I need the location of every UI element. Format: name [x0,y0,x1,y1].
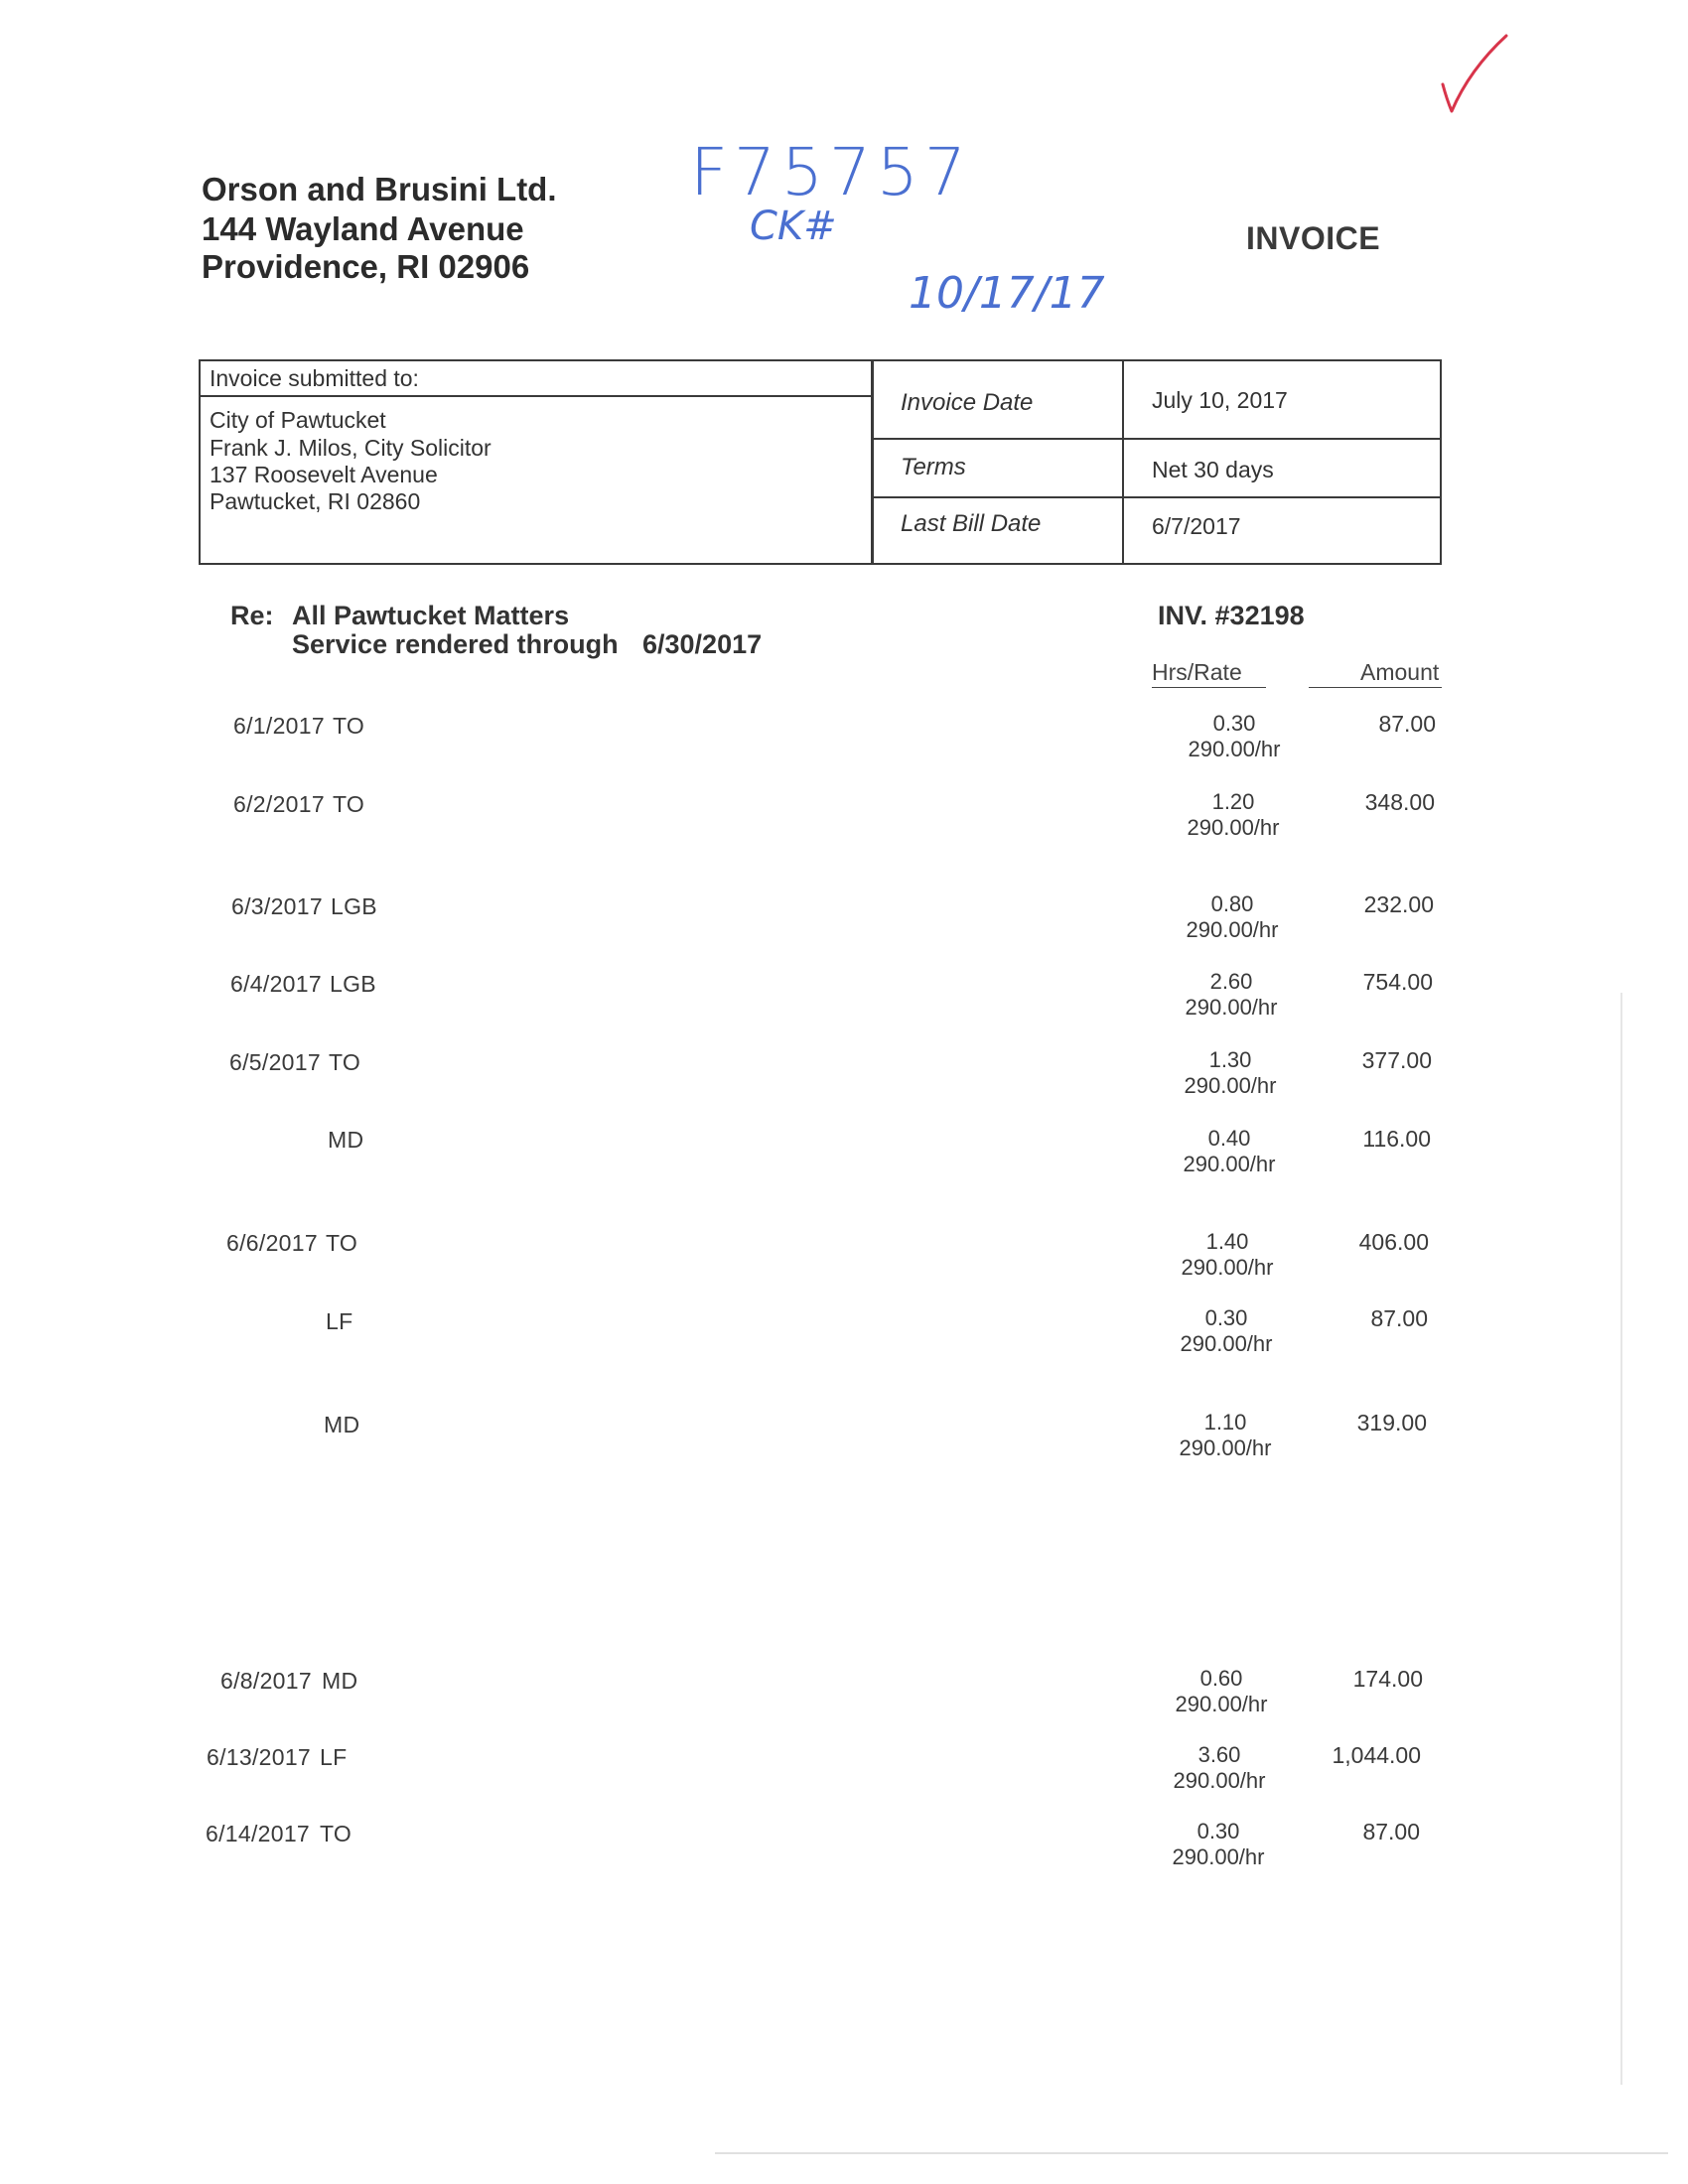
recipient-attention: Frank J. Milos, City Solicitor [210,435,492,461]
entry-amount: 87.00 [1378,711,1436,737]
entry-timekeeper: TO [329,1049,361,1075]
re-matter: All Pawtucket Matters [292,601,570,630]
entry-hours: 3.60 [1197,1742,1241,1767]
entry-rate: 290.00/hr [1185,995,1278,1020]
entry-timekeeper: MD [328,1127,364,1153]
entry-timekeeper: LF [326,1308,353,1334]
re-label: Re: [230,601,274,630]
recipient-city: Pawtucket, RI 02860 [210,488,421,514]
handwritten-ref-number: F75757 [690,134,972,210]
entry-timekeeper: TO [333,713,365,739]
submitted-to-label: Invoice submitted to: [210,365,419,391]
entry-date: 6/6/2017 [226,1230,318,1256]
entry-amount: 1,044.00 [1332,1742,1421,1768]
entry-rate: 290.00/hr [1180,1331,1273,1356]
amount-header-underline [1309,687,1442,688]
entry-hours: 0.80 [1210,891,1254,916]
invoice-number: INV. #32198 [1158,601,1305,630]
entry-timekeeper: LF [320,1744,348,1770]
recipient-street: 137 Roosevelt Avenue [210,462,438,487]
entry-amount: 377.00 [1361,1047,1432,1073]
entry-date: 6/13/2017 [207,1744,312,1770]
hrs-rate-header-underline [1152,687,1266,688]
entry-hours: 0.30 [1212,711,1256,736]
handwritten-date: 10/17/17 [909,268,1105,319]
entry-rate: 290.00/hr [1175,1692,1268,1716]
terms-label: Terms [901,454,966,480]
handwritten-check-label: CK# [750,204,837,249]
entry-hours: 1.10 [1203,1410,1247,1434]
invoice-date-label: Invoice Date [901,389,1034,416]
entry-timekeeper: TO [326,1230,358,1256]
submitted-to-divider [199,395,874,397]
entry-rate: 290.00/hr [1179,1435,1272,1460]
invoice-date-value: July 10, 2017 [1152,387,1288,413]
entry-hours: 1.20 [1211,789,1255,814]
entry-timekeeper: MD [322,1668,358,1694]
entry-date: 6/1/2017 [233,713,325,739]
firm-city: Providence, RI 02906 [202,248,530,285]
entry-rate: 290.00/hr [1173,1768,1266,1793]
service-rendered-date: 6/30/2017 [642,629,763,659]
entry-rate: 290.00/hr [1187,815,1280,840]
invoice-meta-row-divider-2 [871,496,1442,498]
recipient-name: City of Pawtucket [210,407,386,433]
entry-hours: 1.30 [1208,1047,1252,1072]
entry-rate: 290.00/hr [1186,917,1279,942]
entry-rate: 290.00/hr [1188,737,1281,761]
entry-amount: 406.00 [1358,1229,1429,1255]
entry-rate: 290.00/hr [1172,1844,1265,1869]
invoice-meta-column-divider [1122,359,1124,565]
scan-bottom-line [715,2152,1668,2154]
terms-value: Net 30 days [1152,457,1274,482]
entry-timekeeper: LGB [331,893,377,919]
entry-timekeeper: TO [333,791,365,817]
entry-timekeeper: LGB [330,971,376,997]
entry-hours: 0.60 [1199,1666,1243,1691]
entry-date: 6/14/2017 [206,1821,311,1846]
entry-date: 6/8/2017 [220,1668,312,1694]
entry-rate: 290.00/hr [1181,1255,1274,1280]
amount-header: Amount [1360,659,1440,685]
entry-amount: 87.00 [1362,1819,1420,1844]
entry-hours: 0.30 [1204,1305,1248,1330]
entry-hours: 2.60 [1209,969,1253,994]
entry-date: 6/5/2017 [229,1049,321,1075]
scan-edge-line [1620,993,1622,2085]
service-rendered-label: Service rendered through [292,629,619,659]
entry-amount: 754.00 [1362,969,1433,995]
entry-amount: 87.00 [1370,1305,1428,1331]
firm-street: 144 Wayland Avenue [202,210,524,247]
entry-rate: 290.00/hr [1183,1152,1276,1176]
entry-hours: 0.30 [1196,1819,1240,1843]
entry-timekeeper: TO [320,1821,352,1846]
entry-hours: 1.40 [1205,1229,1249,1254]
entry-rate: 290.00/hr [1184,1073,1277,1098]
entry-amount: 116.00 [1362,1126,1431,1152]
invoice-meta-row-divider-1 [871,438,1442,440]
entry-date: 6/4/2017 [230,971,322,997]
entry-hours: 0.40 [1207,1126,1251,1151]
last-bill-date-value: 6/7/2017 [1152,513,1241,539]
invoice-title: INVOICE [1246,220,1381,256]
entry-timekeeper: MD [324,1412,360,1437]
hrs-rate-header: Hrs/Rate [1152,659,1242,685]
entry-date: 6/2/2017 [233,791,325,817]
entry-date: 6/3/2017 [231,893,323,919]
firm-name: Orson and Brusini Ltd. [202,171,557,207]
entry-amount: 232.00 [1363,891,1434,917]
last-bill-date-label: Last Bill Date [901,510,1042,537]
entry-amount: 174.00 [1352,1666,1423,1692]
entry-amount: 348.00 [1364,789,1435,815]
red-checkmark [1435,30,1514,119]
entry-amount: 319.00 [1356,1410,1427,1435]
